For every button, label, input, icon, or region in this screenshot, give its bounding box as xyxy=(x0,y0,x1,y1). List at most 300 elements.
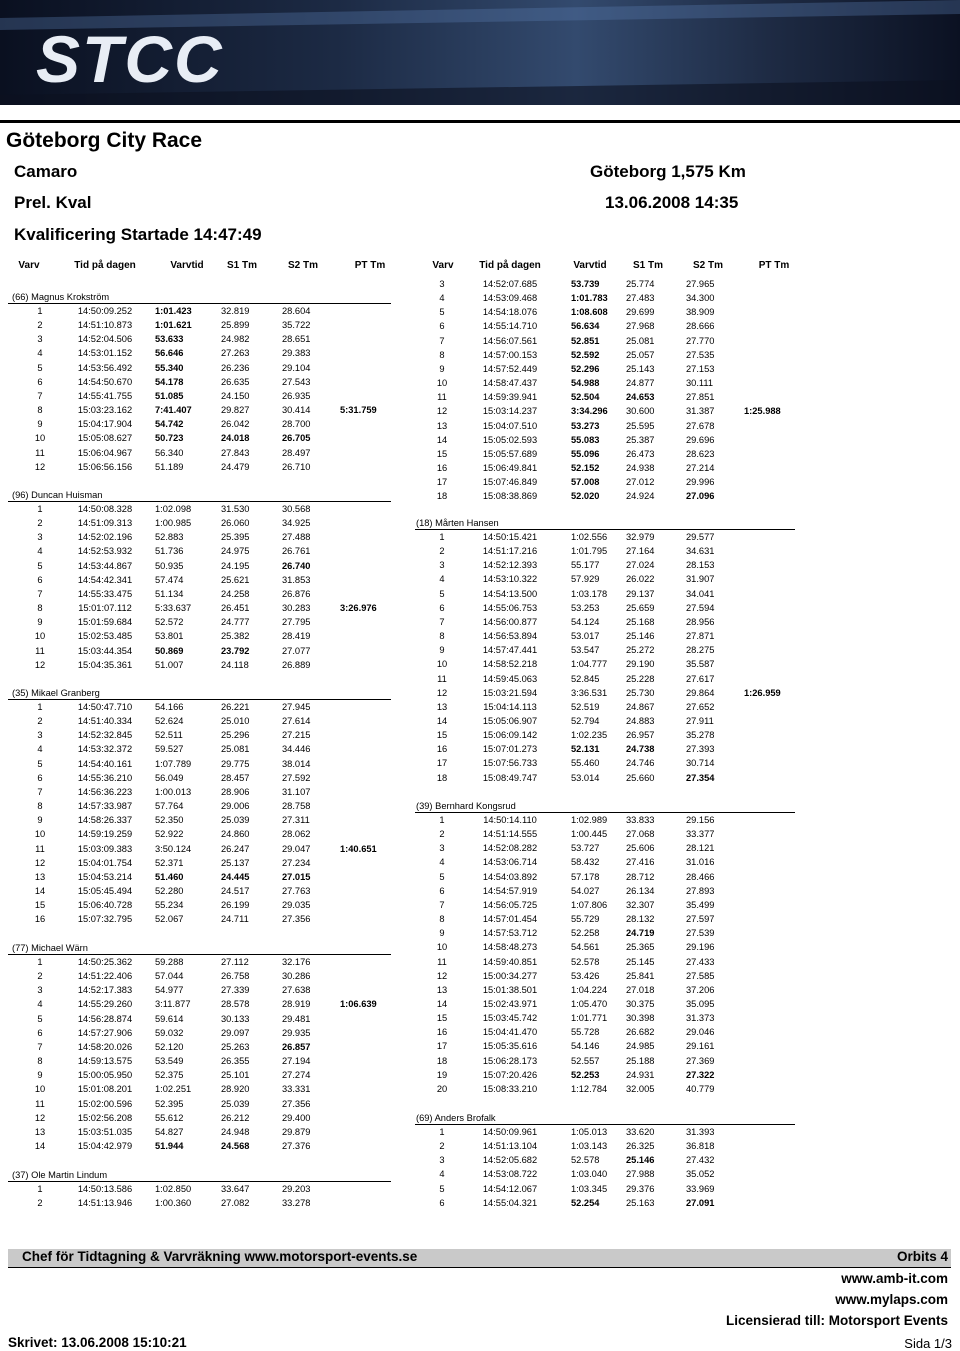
sector1-time: 31.530 xyxy=(221,504,250,514)
lap-number: 5 xyxy=(439,871,445,882)
time-of-day: 14:52:32.845 xyxy=(77,730,133,741)
lap-row xyxy=(0,1054,960,1068)
sector2-time: 27.535 xyxy=(686,349,715,360)
pit-time: 1:26.959 xyxy=(744,687,781,698)
lap-number: 7 xyxy=(37,588,43,599)
lap-time: 55.612 xyxy=(155,1112,184,1123)
lap-time: 1:05.013 xyxy=(571,1127,608,1137)
sector1-time: 30.398 xyxy=(626,1013,655,1024)
lap-number: 6 xyxy=(37,376,43,387)
sector1-time: 26.247 xyxy=(221,843,250,854)
lap-number: 3 xyxy=(439,560,445,571)
time-of-day: 14:57:00.153 xyxy=(482,349,538,360)
sector1-time: 25.081 xyxy=(221,744,250,755)
lap-number: 7 xyxy=(439,616,445,627)
time-of-day: 15:04:14.113 xyxy=(483,701,537,712)
sector2-time: 28.121 xyxy=(686,843,715,854)
lap-row xyxy=(0,841,960,855)
lap-number: 9 xyxy=(37,815,43,826)
lap-time: 1:00.360 xyxy=(155,1198,192,1209)
sector2-time: 29.047 xyxy=(282,843,311,854)
lap-time: 1:02.556 xyxy=(571,532,608,542)
lap-time: 52.511 xyxy=(155,730,183,741)
sector2-time: 26.889 xyxy=(282,659,311,670)
sector1-time: 24.877 xyxy=(626,378,655,389)
right-header-sector2-time: S2 Tm xyxy=(692,260,723,271)
lap-number: 11 xyxy=(437,956,447,967)
lap-time: 51.134 xyxy=(155,588,184,599)
time-of-day: 15:08:49.747 xyxy=(482,772,538,783)
sector2-time: 28.919 xyxy=(282,999,311,1010)
lap-number: 6 xyxy=(439,1197,445,1208)
time-of-day: 15:07:32.795 xyxy=(77,914,133,925)
sector1-time: 27.416 xyxy=(626,857,655,868)
lap-number: 9 xyxy=(439,928,445,939)
time-of-day: 14:57:33.987 xyxy=(77,801,133,812)
lap-row xyxy=(0,955,960,969)
sector2-time: 27.770 xyxy=(686,335,715,346)
lap-time: 59.614 xyxy=(155,1013,184,1024)
time-of-day: 14:52:05.682 xyxy=(482,1155,538,1166)
lap-row xyxy=(0,969,960,983)
footer-link-amb[interactable]: www.amb-it.com xyxy=(841,1271,948,1286)
time-of-day: 15:08:33.210 xyxy=(482,1083,538,1094)
lap-number: 4 xyxy=(37,744,43,755)
sector2-time: 26.761 xyxy=(282,546,311,557)
lap-time: 52.375 xyxy=(155,1070,184,1081)
lap-time: 52.592 xyxy=(571,349,600,360)
sector1-time: 28.578 xyxy=(221,999,250,1010)
lap-row xyxy=(0,447,960,461)
lap-time: 1:03.143 xyxy=(571,1141,608,1152)
lap-row xyxy=(0,686,960,700)
lap-time: 50.869 xyxy=(155,645,184,656)
time-of-day: 15:03:23.162 xyxy=(77,405,133,416)
sector1-time: 25.382 xyxy=(221,631,250,642)
time-of-day: 14:58:20.026 xyxy=(77,1041,133,1052)
time-of-day: 14:51:17.216 xyxy=(482,546,538,557)
lap-time: 1:03.345 xyxy=(571,1183,608,1194)
lap-time: 56.049 xyxy=(155,772,184,783)
sector2-time: 27.356 xyxy=(282,1098,311,1109)
driver-name: (96) Duncan Huisman xyxy=(12,490,103,500)
lap-time: 1:03.040 xyxy=(571,1169,608,1180)
lap-time: 1:07.806 xyxy=(571,899,608,910)
sector2-time: 30.414 xyxy=(282,405,311,416)
sector1-time: 24.883 xyxy=(626,715,655,726)
lap-row xyxy=(0,587,960,601)
lap-time: 52.851 xyxy=(571,335,600,346)
sector1-time: 25.039 xyxy=(221,1098,250,1109)
sector2-time: 29.104 xyxy=(282,362,311,373)
sector2-time: 27.153 xyxy=(686,363,715,374)
lap-time: 52.120 xyxy=(155,1041,184,1052)
lap-row xyxy=(0,390,960,404)
sector2-time: 27.433 xyxy=(686,956,715,967)
lap-number: 8 xyxy=(439,631,445,642)
sector1-time: 26.042 xyxy=(221,419,250,430)
sector1-time: 25.660 xyxy=(626,772,655,783)
sector1-time: 25.039 xyxy=(221,815,250,826)
time-of-day: 15:03:45.742 xyxy=(482,1013,538,1024)
sector2-time: 26.740 xyxy=(282,560,311,571)
sector1-time: 28.906 xyxy=(221,786,250,797)
lap-time: 1:01.423 xyxy=(155,306,192,316)
sector2-time: 27.322 xyxy=(686,1069,715,1080)
lap-number: 9 xyxy=(37,419,43,430)
left-header-sector2-time: S2 Tm xyxy=(287,260,318,271)
time-of-day: 15:07:20.426 xyxy=(482,1069,538,1080)
lap-row xyxy=(0,1039,960,1053)
sector2-time: 27.234 xyxy=(282,857,311,868)
lap-row xyxy=(0,643,960,657)
time-of-day: 14:57:52.449 xyxy=(482,363,538,374)
sector2-time: 32.176 xyxy=(282,957,311,967)
lap-time: 55.729 xyxy=(571,914,600,925)
sector2-time: 28.153 xyxy=(686,560,715,571)
driver-name: (18) Mårten Hansen xyxy=(416,518,499,528)
lap-time: 51.189 xyxy=(155,461,184,472)
sector2-time: 27.652 xyxy=(686,701,715,712)
sector2-time: 27.539 xyxy=(686,928,715,939)
lap-number: 10 xyxy=(34,1084,46,1095)
lap-time: 55.728 xyxy=(571,1027,600,1038)
sector2-time: 30.714 xyxy=(686,758,715,769)
driver-name: (35) Mikael Granberg xyxy=(12,688,100,698)
sector2-time: 27.393 xyxy=(686,744,715,755)
sector2-time: 28.604 xyxy=(282,306,311,316)
lap-number: 9 xyxy=(439,363,445,374)
lap-row xyxy=(0,544,960,558)
time-of-day: 15:04:17.904 xyxy=(77,419,133,430)
sector2-time: 33.969 xyxy=(686,1183,715,1194)
sector2-time: 27.194 xyxy=(282,1056,311,1067)
lap-time: 53.801 xyxy=(155,631,184,642)
sector1-time: 32.979 xyxy=(626,532,655,542)
sector1-time: 26.022 xyxy=(626,574,655,585)
sector1-time: 28.457 xyxy=(221,772,250,783)
lap-number: 16 xyxy=(436,462,448,473)
lap-time: 52.258 xyxy=(571,928,600,939)
lap-time: 57.044 xyxy=(155,971,184,982)
driver-name: (39) Bernhard Kongsrud xyxy=(416,801,516,811)
lap-row xyxy=(0,530,960,544)
lap-row xyxy=(0,940,960,954)
lap-time: 57.178 xyxy=(571,871,600,882)
right-header-sector1-time: S1 Tm xyxy=(632,260,663,271)
sector1-time: 25.659 xyxy=(626,602,655,613)
time-of-day: 15:05:45.494 xyxy=(77,885,133,896)
lap-number: 5 xyxy=(37,758,43,769)
sector1-time: 24.948 xyxy=(221,1126,250,1137)
sector2-time: 35.052 xyxy=(686,1169,715,1180)
lap-time: 50.723 xyxy=(155,433,184,444)
lap-number: 9 xyxy=(439,645,445,656)
sector2-time: 27.274 xyxy=(282,1070,311,1081)
lap-number: 2 xyxy=(37,1198,43,1209)
sector2-time: 28.466 xyxy=(686,871,715,882)
lap-time: 52.131 xyxy=(571,744,600,755)
lap-time: 1:08.608 xyxy=(571,307,608,318)
sector1-time: 28.712 xyxy=(626,871,655,882)
sector1-time: 25.188 xyxy=(626,1055,655,1066)
time-of-day: 14:57:27.906 xyxy=(77,1027,133,1038)
lap-row xyxy=(0,728,960,742)
time-of-day: 15:04:53.214 xyxy=(77,871,133,882)
sector1-time: 26.635 xyxy=(221,376,250,387)
lap-time: 59.527 xyxy=(155,744,184,755)
time-of-day: 14:58:48.273 xyxy=(482,942,538,953)
time-of-day: 15:05:08.627 xyxy=(77,433,133,444)
time-of-day: 14:52:12.393 xyxy=(482,560,538,571)
sector2-time: 27.214 xyxy=(686,462,715,473)
sector2-time: 29.577 xyxy=(686,532,715,542)
session-start: Kvalificering Startade 14:47:49 xyxy=(14,225,262,244)
lap-row xyxy=(0,1025,960,1039)
sector2-time: 27.678 xyxy=(686,420,715,431)
time-of-day: 14:54:57.919 xyxy=(482,885,538,896)
time-of-day: 14:57:01.454 xyxy=(482,914,538,925)
lap-number: 6 xyxy=(439,602,445,613)
sector1-time: 25.606 xyxy=(626,843,655,854)
left-header-lap-time: Varvtid xyxy=(170,260,204,271)
lap-time: 1:02.098 xyxy=(155,504,192,514)
sector1-time: 29.699 xyxy=(626,307,655,318)
lap-number: 3 xyxy=(37,532,43,543)
lap-time: 1:01.795 xyxy=(571,546,608,557)
sector1-time: 24.924 xyxy=(626,491,655,502)
time-of-day: 14:57:53.712 xyxy=(482,928,538,939)
time-of-day: 14:52:02.196 xyxy=(77,532,133,543)
sector1-time: 24.931 xyxy=(626,1069,655,1080)
time-of-day: 14:54:18.076 xyxy=(482,307,538,318)
lap-number: 15 xyxy=(436,1013,448,1024)
sector1-time: 25.146 xyxy=(626,631,655,642)
lap-row xyxy=(0,362,960,376)
time-of-day: 14:55:06.753 xyxy=(482,602,538,613)
lap-row xyxy=(0,926,960,940)
sector2-time: 29.156 xyxy=(686,815,715,825)
sector2-time: 31.387 xyxy=(686,406,715,417)
lap-row xyxy=(0,983,960,997)
time-of-day: 14:56:36.223 xyxy=(77,786,133,797)
lap-time: 1:07.789 xyxy=(155,758,192,769)
time-of-day: 15:04:01.754 xyxy=(77,857,133,868)
sector2-time: 34.446 xyxy=(282,744,311,755)
sector2-time: 27.893 xyxy=(686,885,715,896)
sector1-time: 28.132 xyxy=(626,914,655,925)
sector1-time: 27.263 xyxy=(221,348,250,359)
lap-time: 54.178 xyxy=(155,376,184,387)
time-of-day: 14:55:36.210 xyxy=(77,772,133,783)
lap-number: 11 xyxy=(437,673,447,684)
lap-number: 19 xyxy=(436,1069,448,1080)
sector2-time: 28.956 xyxy=(686,616,715,627)
time-of-day: 15:04:35.361 xyxy=(77,659,133,670)
lap-number: 1 xyxy=(439,1127,445,1137)
left-header-lap-number: Varv xyxy=(18,260,40,271)
lap-number: 8 xyxy=(37,801,43,812)
sector2-time: 31.907 xyxy=(686,574,715,585)
lap-row xyxy=(0,771,960,785)
lap-number: 8 xyxy=(37,1056,43,1067)
lap-time: 52.883 xyxy=(155,532,184,543)
lap-number: 1 xyxy=(37,504,43,514)
lap-row xyxy=(0,601,960,615)
lap-row xyxy=(0,813,960,827)
sector1-time: 25.774 xyxy=(626,279,655,289)
sector2-time: 26.857 xyxy=(282,1041,311,1052)
lap-time: 53.426 xyxy=(571,970,600,981)
sector1-time: 24.746 xyxy=(626,758,655,769)
sector1-time: 24.867 xyxy=(626,701,655,712)
lap-number: 5 xyxy=(439,588,445,599)
sector2-time: 34.041 xyxy=(686,588,715,599)
lap-number: 20 xyxy=(436,1083,448,1094)
driver-name: (77) Michael Wärn xyxy=(12,943,88,953)
session-datetime: 13.06.2008 14:35 xyxy=(605,193,739,212)
footer-page-number: Sida 1/3 xyxy=(904,1336,952,1351)
lap-number: 6 xyxy=(439,321,445,332)
lap-row xyxy=(0,291,960,305)
sector1-time: 24.653 xyxy=(626,392,655,403)
lap-number: 13 xyxy=(436,420,448,431)
lap-number: 8 xyxy=(37,603,43,614)
sector2-time: 29.383 xyxy=(282,348,311,359)
lap-number: 11 xyxy=(35,447,45,458)
lap-time: 53.739 xyxy=(571,279,600,289)
lap-time: 52.253 xyxy=(571,1069,600,1080)
time-of-day: 14:51:13.104 xyxy=(482,1141,538,1152)
sector1-time: 33.833 xyxy=(626,815,655,825)
lap-number: 13 xyxy=(436,984,448,995)
time-of-day: 15:03:51.035 xyxy=(77,1126,133,1137)
sector1-time: 27.339 xyxy=(221,985,250,996)
sector2-time: 27.215 xyxy=(282,730,311,741)
sector1-time: 25.143 xyxy=(626,363,655,374)
lap-number: 13 xyxy=(436,701,448,712)
time-of-day: 15:03:09.383 xyxy=(77,843,133,854)
lap-number: 11 xyxy=(35,645,45,656)
lap-time: 54.827 xyxy=(155,1126,184,1137)
lap-number: 6 xyxy=(37,574,43,585)
sector2-time: 30.286 xyxy=(282,971,311,982)
time-of-day: 14:54:40.161 xyxy=(77,758,133,769)
lap-time: 52.371 xyxy=(155,857,184,868)
time-of-day: 14:59:39.941 xyxy=(482,392,538,403)
lap-number: 2 xyxy=(439,1141,445,1152)
lap-number: 1 xyxy=(37,306,43,316)
car-class: Camaro xyxy=(14,162,78,181)
time-of-day: 15:03:21.594 xyxy=(482,687,538,698)
sector2-time: 28.700 xyxy=(282,419,311,430)
sector2-time: 38.014 xyxy=(282,758,311,769)
sector1-time: 30.375 xyxy=(626,998,655,1009)
lap-number: 1 xyxy=(439,815,445,825)
time-of-day: 15:04:07.510 xyxy=(482,420,538,431)
sector2-time: 31.016 xyxy=(686,857,715,868)
lap-row xyxy=(0,1011,960,1025)
time-of-day: 15:01:59.684 xyxy=(77,617,133,628)
time-of-day: 15:02:43.971 xyxy=(482,998,538,1009)
sector1-time: 26.060 xyxy=(221,518,250,529)
time-of-day: 14:50:13.586 xyxy=(77,1184,133,1194)
lap-time: 56.634 xyxy=(571,321,600,332)
lap-number: 11 xyxy=(35,843,45,854)
pit-time: 1:25.988 xyxy=(744,406,781,417)
lap-number: 14 xyxy=(436,998,448,1009)
lap-number: 7 xyxy=(37,390,43,401)
sector2-time: 27.945 xyxy=(282,702,311,712)
sector1-time: 30.133 xyxy=(221,1013,250,1024)
lap-number: 10 xyxy=(436,942,448,953)
sector2-time: 35.095 xyxy=(686,998,715,1009)
lap-time: 54.977 xyxy=(155,985,184,996)
time-of-day: 14:50:47.710 xyxy=(77,702,133,712)
lap-time: 51.736 xyxy=(155,546,184,557)
sector2-time: 27.638 xyxy=(282,985,311,996)
sector1-time: 25.263 xyxy=(221,1041,250,1052)
sector2-time: 27.585 xyxy=(686,970,715,981)
sector2-time: 33.331 xyxy=(282,1084,311,1095)
sector2-time: 31.373 xyxy=(686,1013,715,1024)
sector1-time: 25.168 xyxy=(626,616,655,627)
sector1-time: 27.082 xyxy=(221,1198,250,1209)
sector2-time: 28.062 xyxy=(282,829,311,840)
lap-row xyxy=(0,461,960,475)
sector2-time: 30.111 xyxy=(686,378,714,389)
lap-time: 57.474 xyxy=(155,574,184,585)
lap-time: 53.014 xyxy=(571,772,600,783)
lap-number: 12 xyxy=(34,659,46,670)
lap-time: 54.146 xyxy=(571,1041,600,1052)
lap-row xyxy=(0,870,960,884)
lap-time: 57.008 xyxy=(571,477,600,488)
time-of-day: 14:52:07.685 xyxy=(482,279,538,289)
sector1-time: 27.843 xyxy=(221,447,250,458)
time-of-day: 15:08:38.869 xyxy=(482,491,538,502)
lap-time: 56.340 xyxy=(155,447,184,458)
lap-number: 14 xyxy=(436,434,448,445)
sector1-time: 24.258 xyxy=(221,588,250,599)
lap-number: 17 xyxy=(436,1041,448,1052)
lap-time: 56.646 xyxy=(155,348,184,359)
lap-number: 5 xyxy=(37,362,43,373)
sector1-time: 27.988 xyxy=(626,1169,655,1180)
sector2-time: 27.356 xyxy=(282,914,311,925)
sector2-time: 27.432 xyxy=(686,1155,715,1166)
sector1-time: 27.068 xyxy=(626,829,655,840)
lap-number: 7 xyxy=(37,786,43,797)
stcc-logo: STCC xyxy=(36,22,224,96)
time-of-day: 15:06:56.156 xyxy=(77,461,133,472)
sector1-time: 27.968 xyxy=(626,321,655,332)
lap-number: 12 xyxy=(34,1112,46,1123)
sector2-time: 29.996 xyxy=(686,477,715,488)
sector2-time: 29.035 xyxy=(282,900,311,911)
footer-link-mylaps[interactable]: www.mylaps.com xyxy=(835,1292,948,1307)
lap-row xyxy=(0,348,960,362)
lap-time: 51.007 xyxy=(155,659,184,670)
sector2-time: 28.275 xyxy=(686,645,715,656)
lap-time: 54.988 xyxy=(571,378,600,389)
lap-number: 10 xyxy=(34,631,46,642)
lap-time: 1:05.470 xyxy=(571,998,608,1009)
sector2-time: 27.096 xyxy=(686,491,715,502)
time-of-day: 14:55:41.755 xyxy=(77,390,133,401)
lap-number: 5 xyxy=(439,307,445,318)
lap-number: 3 xyxy=(37,334,43,345)
